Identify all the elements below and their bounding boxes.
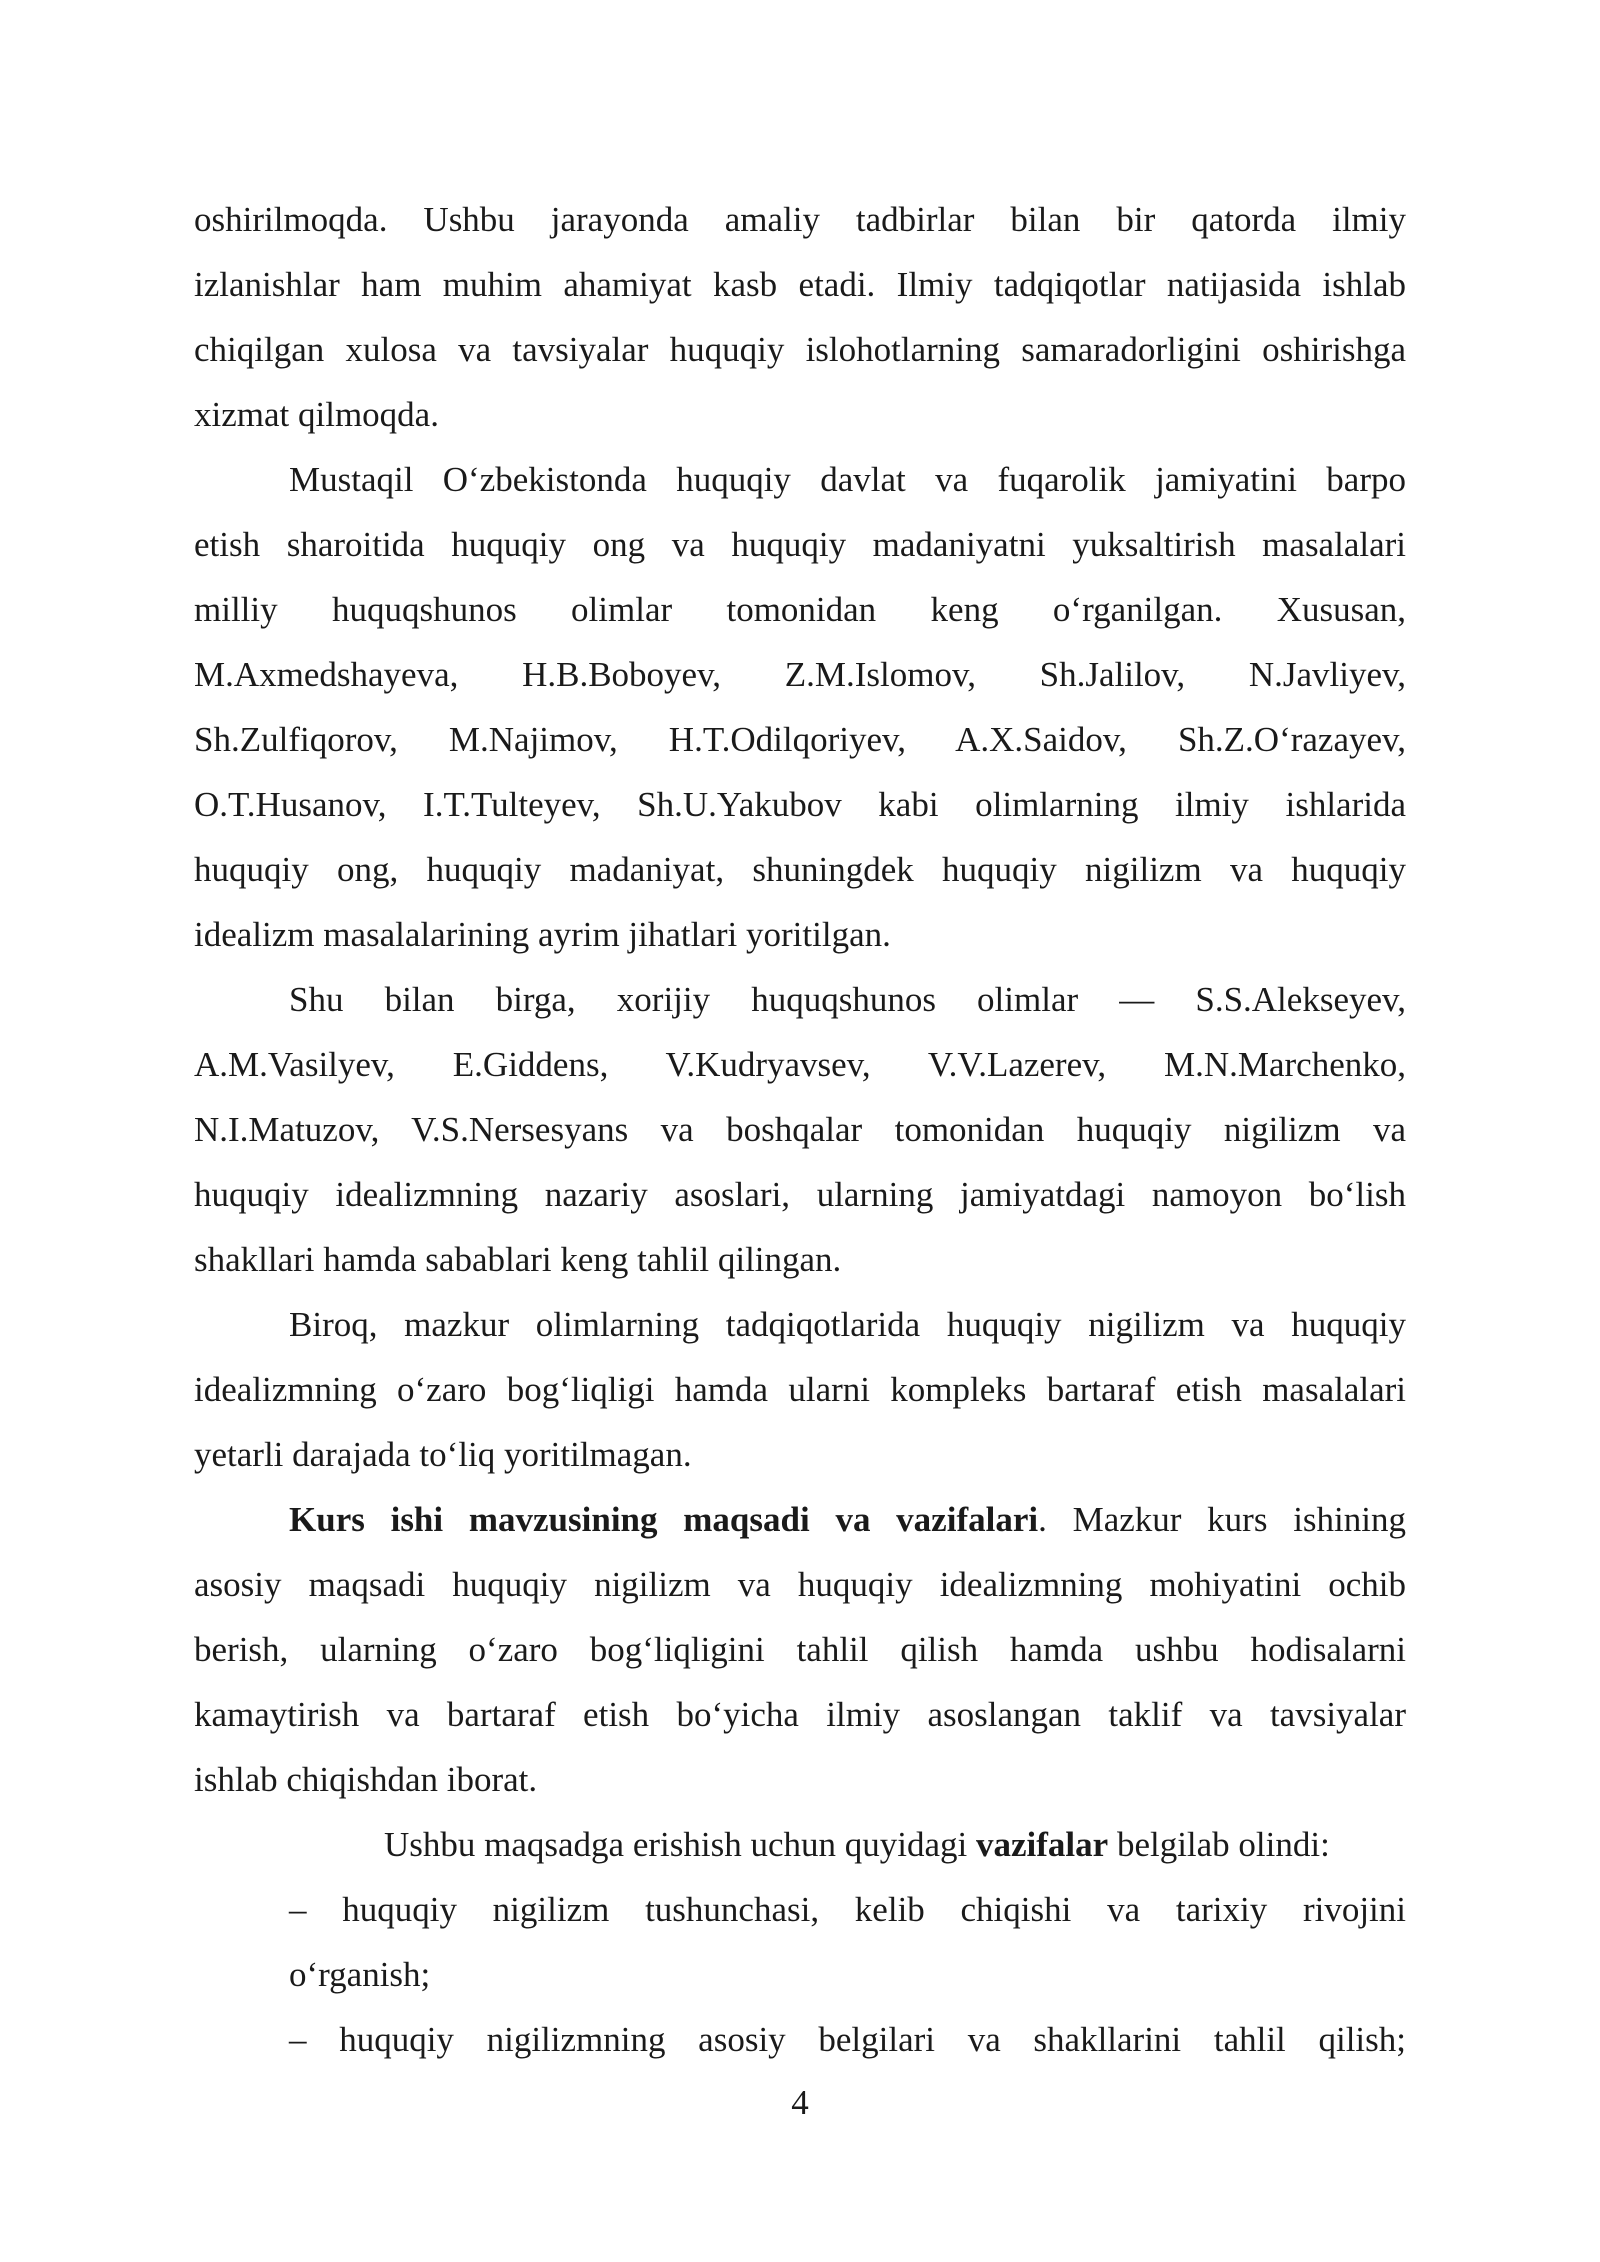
task-list — [194, 1877, 1406, 2072]
paragraph-line: A.M.Vasilyev, E.Giddens, V.Kudryavsev, V.V.Lazerev, M.N.Marchenko, — [194, 1045, 1406, 1084]
paragraph-line: ishlab chiqishdan iborat. — [194, 1760, 538, 1799]
paragraph-4 — [194, 1292, 1406, 1487]
paragraph-line: chiqilgan xulosa va tavsiyalar huquqiy islohotlarning samaradorligini oshirishga — [194, 330, 1406, 369]
tasks-intro-bold: vazifalar — [976, 1825, 1109, 1864]
page-number: 4 — [791, 2083, 809, 2122]
paragraph-line: shakllari hamda sabablari keng tahlil qilingan. — [194, 1240, 842, 1279]
paragraph-line: asosiy maqsadi huquqiy nigilizm va huquqiy idealizmning mohiyatini ochib — [194, 1565, 1406, 1604]
task-item-1-line: – huquqiy nigilizm tushunchasi, kelib chiqishi va tarixiy rivojini — [289, 1890, 1406, 1929]
paragraph-line: etish sharoitida huquqiy ong va huquqiy madaniyatni yuksaltirish masalalari — [194, 525, 1406, 564]
tasks-intro-line — [194, 1812, 1406, 1877]
tasks-intro — [194, 1812, 1406, 1877]
paragraph-line: M.Axmedshayeva, H.B.Boboyev, Z.M.Islomov, Sh.Jalilov, N.Javliyev, — [194, 655, 1406, 694]
goals-lead-rest: . Mazkur kurs ishining — [1038, 1500, 1406, 1539]
paragraph-line: N.I.Matuzov, V.S.Nersesyans va boshqalar tomonidan huquqiy nigilizm va — [194, 1110, 1406, 1149]
paragraph-line: huquqiy ong, huquqiy madaniyat, shuningdek huquqiy nigilizm va huquqiy — [194, 850, 1406, 889]
paragraph-2 — [194, 447, 1406, 967]
document-body — [194, 187, 1406, 2072]
paragraph-line: milliy huquqshunos olimlar tomonidan keng o‘rganilgan. Xususan, — [194, 590, 1406, 629]
task-item-1-line: o‘rganish; — [289, 1955, 431, 1994]
paragraph-line: izlanishlar ham muhim ahamiyat kasb etadi. Ilmiy tadqiqotlar natijasida ishlab — [194, 265, 1406, 304]
paragraph-line: Biroq, mazkur olimlarning tadqiqotlarida huquqiy nigilizm va huquqiy — [289, 1305, 1406, 1344]
paragraph-line: berish, ularning o‘zaro bog‘liqligini tahlil qilish hamda ushbu hodisalarni — [194, 1630, 1406, 1669]
paragraph-line: huquqiy idealizmning nazariy asoslari, ularning jamiyatdagi namoyon bo‘lish — [194, 1175, 1406, 1214]
goals-heading: Kurs ishi mavzusining maqsadi va vazifalari — [289, 1500, 1039, 1539]
paragraph-1 — [194, 187, 1406, 447]
paragraph-line: kamaytirish va bartaraf etish bo‘yicha ilmiy asoslangan taklif va tavsiyalar — [194, 1695, 1406, 1734]
paragraph-line: O.T.Husanov, I.T.Tulteyev, Sh.U.Yakubov kabi olimlarning ilmiy ishlarida — [194, 785, 1406, 824]
paragraph-line: idealizm masalalarining ayrim jihatlari yoritilgan. — [194, 915, 891, 954]
task-item-2-line: – huquqiy nigilizmning asosiy belgilari va shakllarini tahlil qilish; — [289, 2020, 1406, 2059]
tasks-intro-before: Ushbu maqsadga erishish uchun quyidagi — [384, 1825, 976, 1864]
paragraph-line: idealizmning o‘zaro bog‘liqligi hamda ularni kompleks bartaraf etish masalalari — [194, 1370, 1406, 1409]
tasks-intro-after: belgilab olindi: — [1108, 1825, 1330, 1864]
paragraph-line: xizmat qilmoqda. — [194, 395, 439, 434]
paragraph-line: oshirilmoqda. Ushbu jarayonda amaliy tadbirlar bilan bir qatorda ilmiy — [194, 200, 1406, 239]
paragraph-line: Mustaqil O‘zbekistonda huquqiy davlat va fuqarolik jamiyatini barpo — [289, 460, 1406, 499]
paragraph-line: Sh.Zulfiqorov, M.Najimov, H.T.Odilqoriyev, A.X.Saidov, Sh.Z.O‘razayev, — [194, 720, 1406, 759]
goals-paragraph — [194, 1487, 1406, 1812]
paragraph-3 — [194, 967, 1406, 1292]
paragraph-line: Shu bilan birga, xorijiy huquqshunos olimlar — S.S.Alekseyev, — [289, 980, 1406, 1019]
paragraph-line: yetarli darajada to‘liq yoritilmagan. — [194, 1435, 692, 1474]
goals-first-line — [194, 1487, 1406, 1552]
